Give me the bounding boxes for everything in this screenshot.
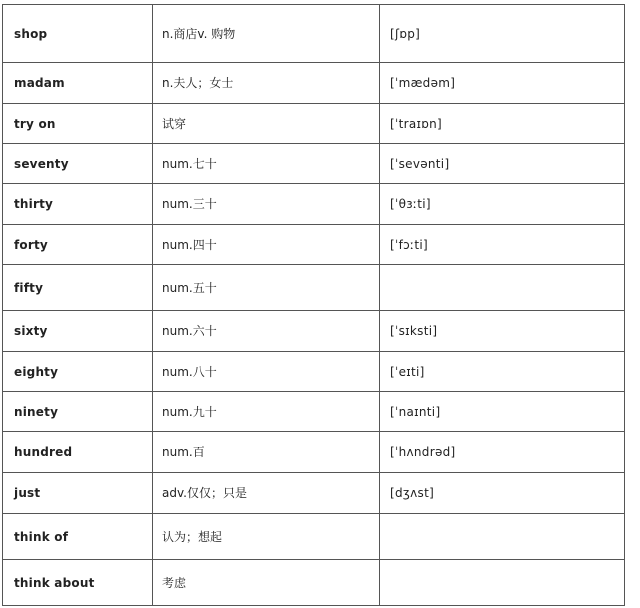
vocab-meaning: num.八十	[153, 352, 380, 392]
vocab-word: ninety	[3, 392, 153, 432]
vocab-meaning: num.六十	[153, 311, 380, 352]
table-row	[3, 104, 625, 144]
vocab-meaning: 试穿	[153, 104, 380, 144]
table-row	[3, 225, 625, 265]
vocab-meaning: num.九十	[153, 392, 380, 432]
vocab-phonetic: [ˈtraɪɒn]	[380, 104, 625, 144]
vocab-phonetic: [ʃɒp]	[380, 5, 625, 63]
vocab-word: thirty	[3, 184, 153, 225]
vocab-phonetic: [ˈsɪksti]	[380, 311, 625, 352]
table-row	[3, 432, 625, 473]
table-row	[3, 352, 625, 392]
vocab-word: seventy	[3, 144, 153, 184]
vocab-meaning: num.三十	[153, 184, 380, 225]
vocab-phonetic: [ˈfɔːti]	[380, 225, 625, 265]
table-row	[3, 63, 625, 104]
vocab-word: just	[3, 473, 153, 514]
vocab-word: madam	[3, 63, 153, 104]
vocab-word: hundred	[3, 432, 153, 473]
vocab-meaning: num.五十	[153, 265, 380, 311]
vocab-word: eighty	[3, 352, 153, 392]
table-row	[3, 473, 625, 514]
table-row	[3, 560, 625, 606]
table-row	[3, 265, 625, 311]
vocab-phonetic: [ˈnaɪnti]	[380, 392, 625, 432]
table-row	[3, 5, 625, 63]
vocab-meaning: num.四十	[153, 225, 380, 265]
vocab-meaning: n.商店v. 购物	[153, 5, 380, 63]
table-row	[3, 514, 625, 560]
vocab-word: sixty	[3, 311, 153, 352]
vocab-word: fifty	[3, 265, 153, 311]
vocab-word: try on	[3, 104, 153, 144]
vocab-meaning: num.百	[153, 432, 380, 473]
vocab-phonetic: [ˈθɜːti]	[380, 184, 625, 225]
vocab-word: forty	[3, 225, 153, 265]
vocabulary-table-body	[3, 5, 625, 606]
vocab-phonetic	[380, 514, 625, 560]
vocab-meaning: adv.仅仅；只是	[153, 473, 380, 514]
vocab-meaning: 考虑	[153, 560, 380, 606]
vocab-meaning: num.七十	[153, 144, 380, 184]
vocab-word: shop	[3, 5, 153, 63]
vocab-word: think of	[3, 514, 153, 560]
vocab-phonetic: [ˈsevənti]	[380, 144, 625, 184]
vocabulary-table	[2, 4, 625, 606]
table-row	[3, 392, 625, 432]
vocab-word: think about	[3, 560, 153, 606]
table-row	[3, 184, 625, 225]
vocab-meaning: n.夫人；女士	[153, 63, 380, 104]
vocab-phonetic: [ˈhʌndrəd]	[380, 432, 625, 473]
vocab-phonetic: [ˈmædəm]	[380, 63, 625, 104]
vocab-meaning: 认为；想起	[153, 514, 380, 560]
table-row	[3, 144, 625, 184]
vocab-phonetic	[380, 265, 625, 311]
vocab-phonetic: [ˈeɪti]	[380, 352, 625, 392]
vocab-phonetic: [dʒʌst]	[380, 473, 625, 514]
table-row	[3, 311, 625, 352]
vocab-phonetic	[380, 560, 625, 606]
